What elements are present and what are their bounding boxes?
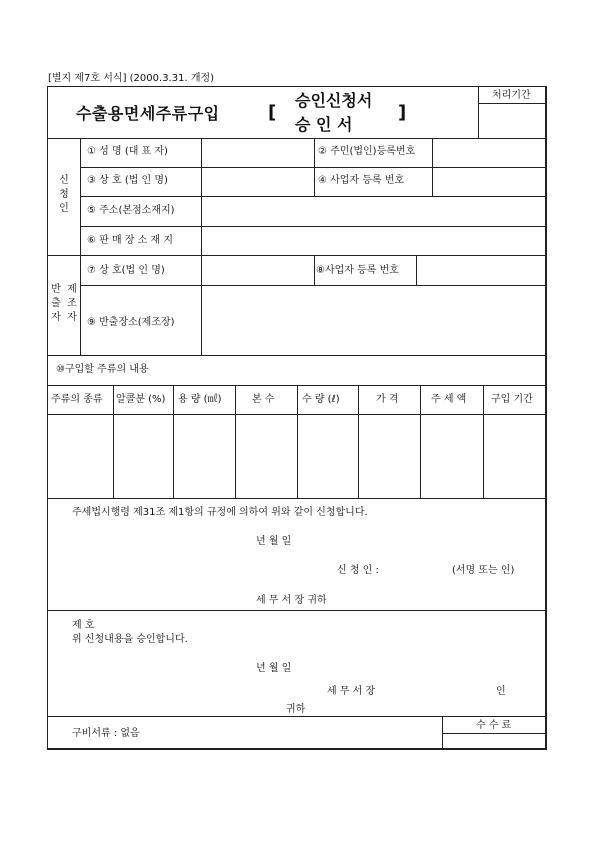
withdrawal-place-field[interactable] — [203, 287, 545, 353]
withdrawer-business-name-label: ⑦ 상 호(법 인 명) — [87, 265, 165, 276]
required-documents: 구비서류 : 없음 — [72, 728, 140, 739]
store-location-field[interactable] — [203, 228, 545, 254]
price-cell[interactable] — [360, 416, 419, 497]
form-reference: [별지 제7호 서식] (2000.3.31. 개정) — [48, 73, 215, 84]
business-number-label: ④ 사업자 등록 번호 — [318, 175, 405, 186]
fee-label: 수 수 료 — [476, 720, 512, 731]
approval-date: 년 월 일 — [256, 663, 292, 674]
approval-seal: 인 — [496, 686, 506, 697]
col-capacity: 용 량 (㎖) — [178, 394, 222, 405]
sign-or-seal-label: (서명 또는 인) — [452, 565, 515, 576]
withdrawer-business-number-label: ⑧사업자 등록 번호 — [316, 265, 399, 276]
title-bracket-close: ] — [398, 102, 407, 123]
liquor-type-cell[interactable] — [48, 416, 112, 497]
applicant-section-label: 신 청 인 — [59, 175, 69, 214]
title-type-application: 승인신청서 — [295, 91, 373, 110]
registration-number-field[interactable] — [434, 140, 545, 166]
purchase-section-label: ⑩구입할 주류의 내용 — [56, 364, 149, 375]
withdrawer-section-label: 반 출 자 — [51, 284, 61, 323]
tax-cell[interactable] — [422, 416, 482, 497]
name-field[interactable] — [203, 140, 313, 166]
fee-field[interactable] — [444, 734, 545, 748]
title-bracket-open: [ — [268, 102, 277, 123]
address-label: ⑤ 주소(본점소재지) — [87, 205, 175, 216]
registration-number-label: ② 주민(법인)등록번호 — [318, 146, 416, 157]
approval-addressee: 귀하 — [286, 704, 306, 715]
declaration-date: 년 월 일 — [256, 536, 292, 547]
business-name-field[interactable] — [203, 169, 313, 195]
col-bottles: 본 수 — [252, 394, 275, 405]
title-type-approval: 승 인 서 — [295, 115, 353, 134]
col-price: 가 격 — [376, 394, 399, 405]
address-field[interactable] — [203, 198, 545, 225]
declaration-text: 주세법시행령 제31조 제1항의 규정에 의하여 위와 같이 신청합니다. — [72, 507, 368, 518]
store-location-label: ⑥ 판 매 장 소 재 지 — [87, 235, 173, 246]
withdrawer-business-name-field[interactable] — [203, 257, 313, 284]
manufacturer-section-label: 제 조 자 — [67, 284, 77, 323]
name-label: ① 성 명 (대 표 자) — [87, 146, 168, 157]
bottles-cell[interactable] — [237, 416, 296, 497]
processing-period-field[interactable] — [480, 104, 545, 137]
col-liquor-type: 주류의 종류 — [51, 394, 103, 405]
withdrawal-place-label: ⑨ 반출장소(제조장) — [87, 317, 175, 328]
period-cell[interactable] — [485, 416, 545, 497]
business-name-label: ③ 상 호 (법 인 명) — [87, 175, 168, 186]
col-period: 구입 기간 — [491, 394, 533, 405]
approval-number-label: 제 호 — [72, 620, 95, 631]
alcohol-cell[interactable] — [115, 416, 172, 497]
col-alcohol: 알콜분 (%) — [116, 394, 166, 405]
col-tax: 주 세 액 — [431, 394, 467, 405]
withdrawer-business-number-field[interactable] — [418, 257, 545, 284]
quantity-cell[interactable] — [299, 416, 357, 497]
declaration-addressee: 세 무 서 장 귀하 — [256, 595, 327, 606]
capacity-cell[interactable] — [175, 416, 234, 497]
applicant-sign-label: 신 청 인 : — [337, 565, 379, 576]
form-title: 수출용면세주류구입 — [76, 104, 220, 123]
processing-period-label: 처리기간 — [492, 90, 531, 101]
approval-office: 세 무 서 장 — [327, 686, 376, 697]
approval-text: 위 신청내용을 승인합니다. — [72, 634, 188, 645]
col-quantity: 수 량 (ℓ) — [302, 394, 340, 405]
business-number-field[interactable] — [434, 169, 545, 195]
